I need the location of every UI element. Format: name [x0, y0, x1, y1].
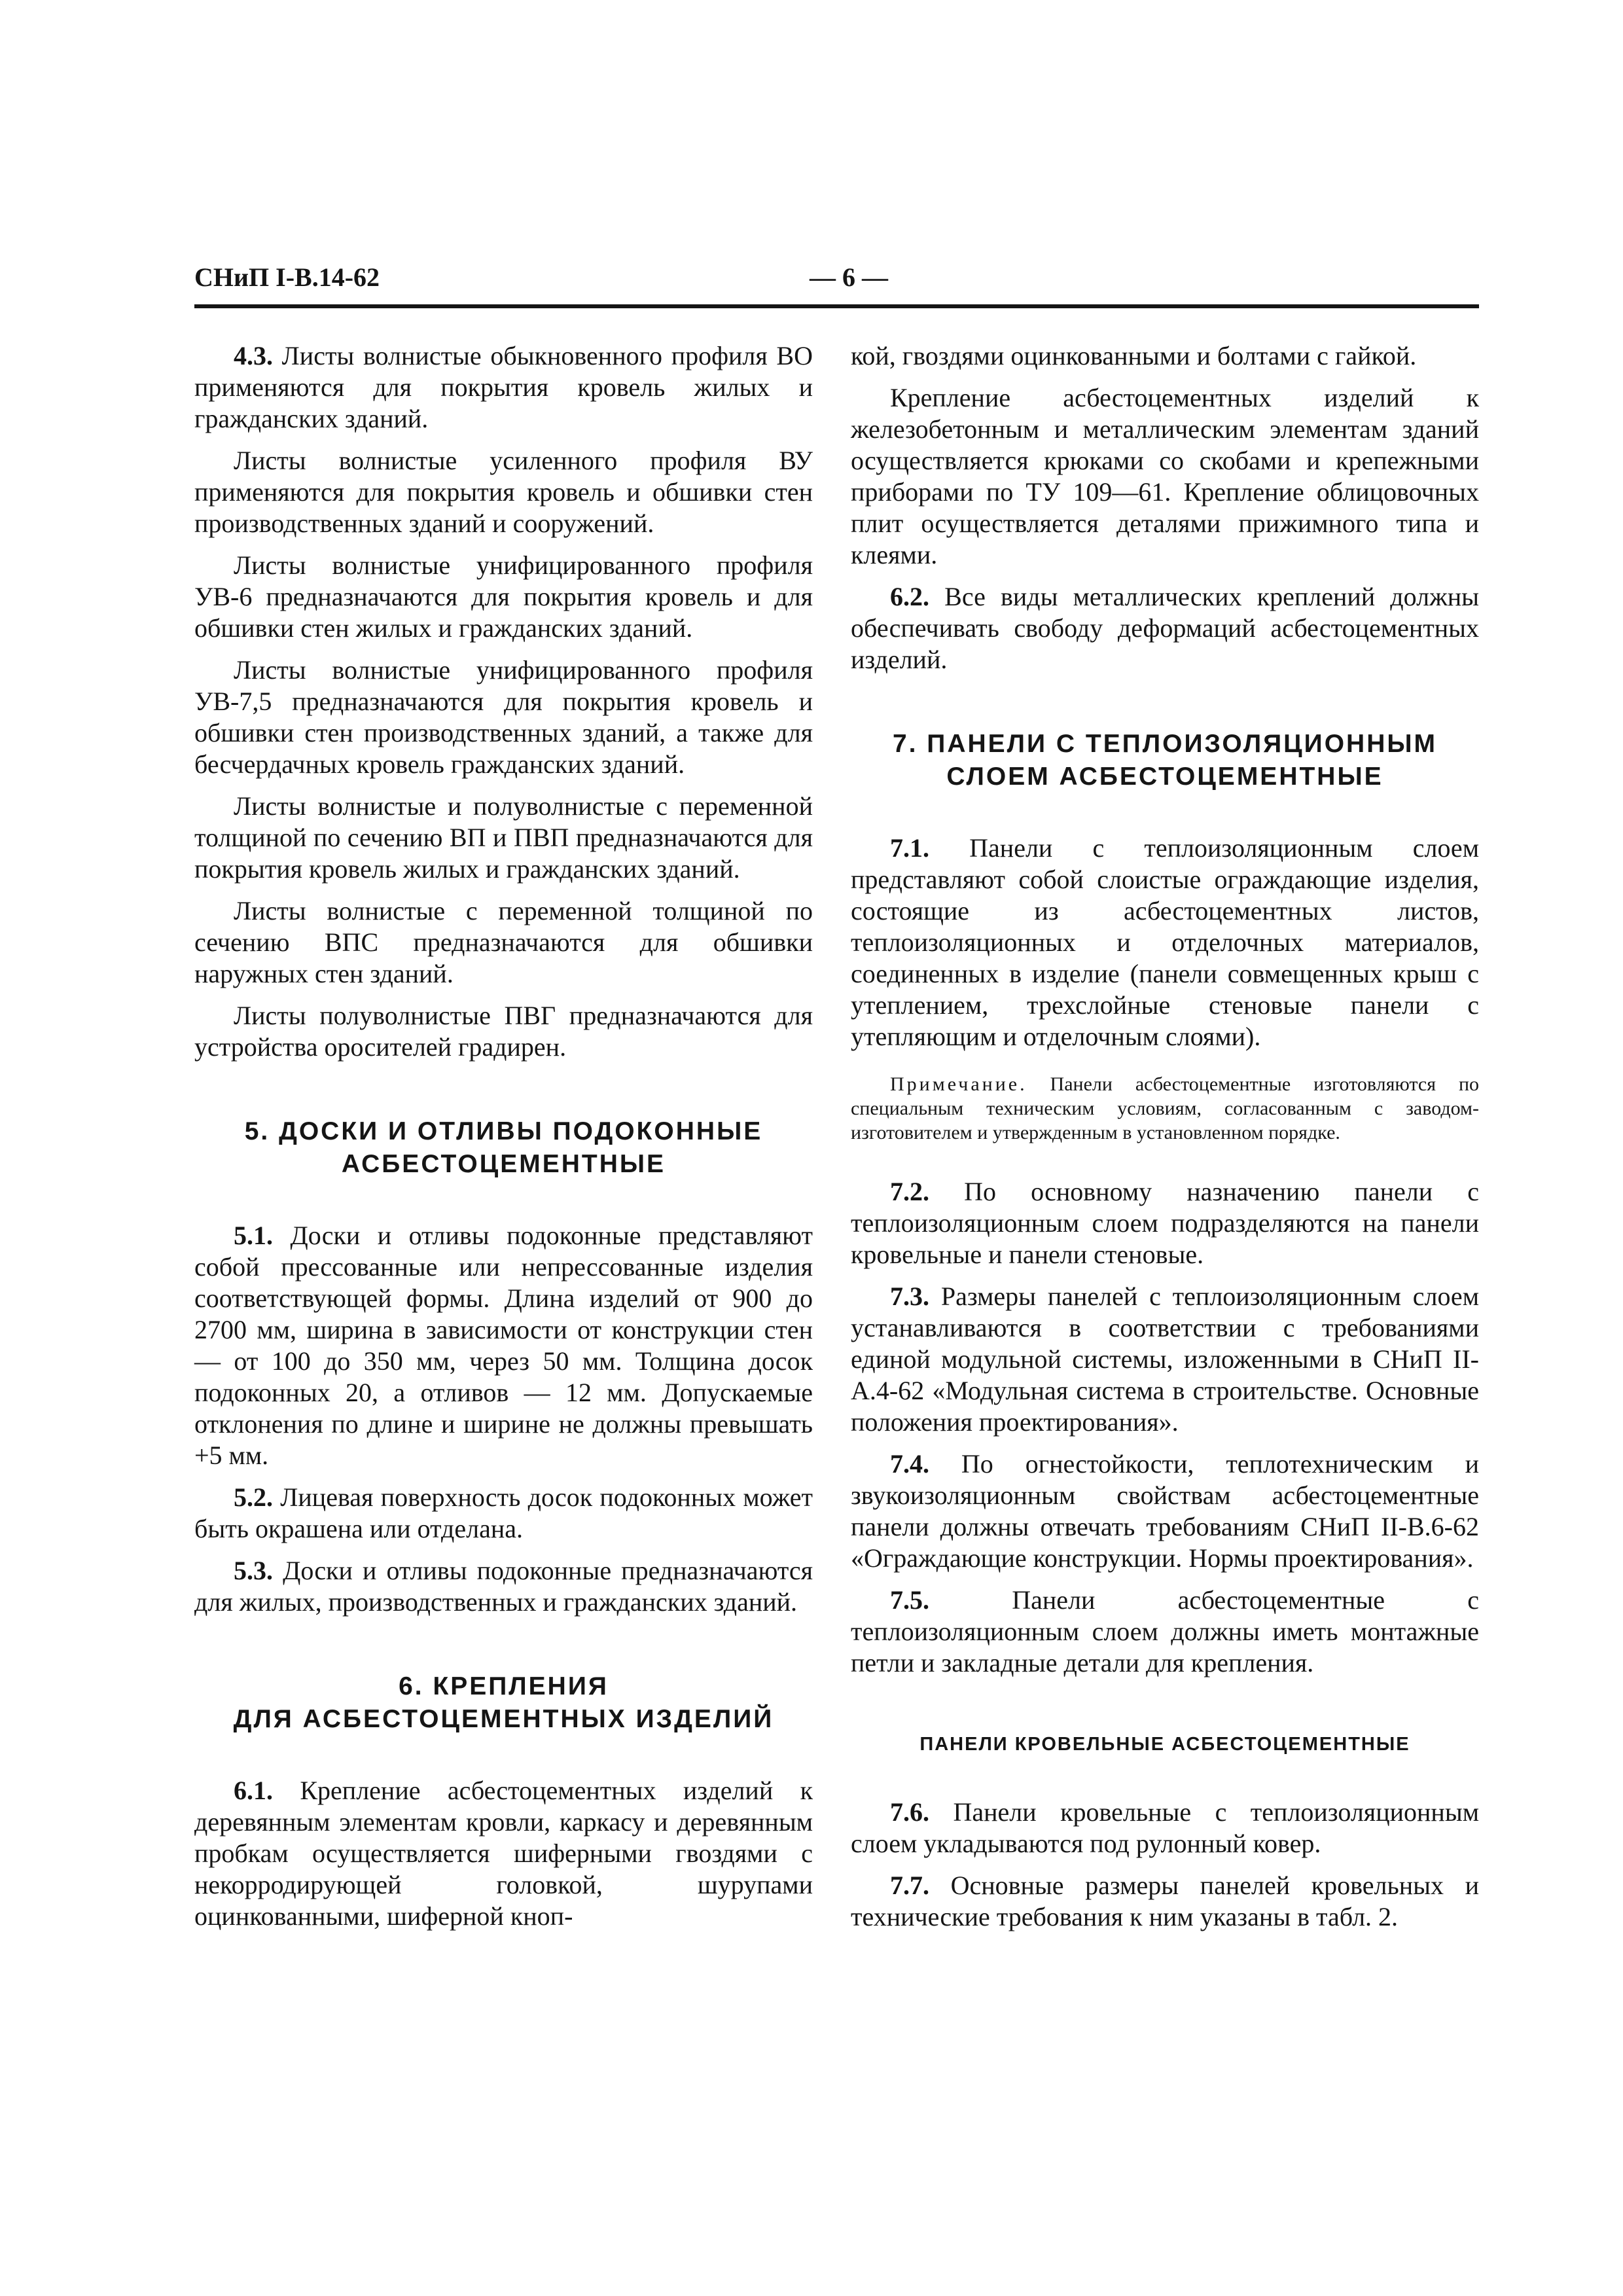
paragraph-7-6 [851, 1797, 1479, 1859]
paragraph-4-3-6: Листы волнистые с переменной толщиной по сечению ВПС предназначаются для обшивки наружных стен зданий. [194, 896, 813, 988]
paragraph-text: По основному назначению панели с теплоизоляционным слоем подразделяются на панели кровельные и панели стеновые. [851, 1177, 1480, 1269]
section-6-title-line-1: 6. КРЕПЛЕНИЯ [399, 1672, 609, 1700]
paragraph-6-2 [851, 581, 1479, 675]
document-code: СНиП I-В.14-62 [194, 262, 380, 292]
paragraph-4-3-4: Листы волнистые унифицированного профиля УВ-7,5 предназначаются для покрытия кровель и обшивки стен производственных зданий, а также для бесчердачных кровель гражданских зданий. [194, 655, 813, 779]
clause-number: 7.2. [890, 1177, 929, 1206]
paragraph-text: Размеры панелей с теплоизоляционным слоем устанавливаются в соответствии с требованиями единой модульной системы, изложенными в СНиП II-А.4-62 «Модульная система в строительстве. Основные положения проектирования». [851, 1282, 1479, 1437]
paragraph-text: Все виды металлических креплений должны обеспечивать свободу деформаций асбестоцементных изделий. [851, 582, 1480, 674]
paragraph-text: Листы волнистые обыкновенного профиля ВО применяются для покрытия кровель жилых и гражданских зданий. [194, 341, 813, 433]
section-7-title-line-1: 7. ПАНЕЛИ С ТЕПЛОИЗОЛЯЦИОННЫМ [892, 730, 1438, 758]
section-5-heading [194, 1115, 813, 1181]
paragraph-5-3 [194, 1555, 813, 1618]
section-6-heading [194, 1670, 813, 1736]
left-column [194, 340, 813, 1943]
clause-number: 4.3. [234, 341, 273, 370]
clause-number: 7.6. [890, 1797, 929, 1827]
clause-number: 5.2. [234, 1482, 273, 1512]
header-rule [194, 304, 1479, 308]
right-column [851, 340, 1479, 1943]
paragraph-4-3-7: Листы полуволнистые ПВГ предназначаются для устройства оросителей градирен. [194, 1001, 813, 1062]
paragraph-4-3-5: Листы волнистые и полуволнистые с переменной толщиной по сечению ВП и ПВП предназначаются для покрытия кровель жилых и гражданских зданий. [194, 791, 813, 884]
note-text: Панели асбестоцементные изготовляются по специальным техническим условиям, согласованным с заводом-изготовителем и утвержденным в установленном порядке. [851, 1073, 1480, 1143]
clause-number: 5.1. [234, 1221, 273, 1250]
paragraph-6-1-continued: кой, гвоздями оцинкованными и болтами с гайкой. [851, 341, 1417, 370]
paragraph-text: Крепление асбестоцементных изделий к деревянным элементам кровли, каркасу и деревянным пробкам осуществляется шиферными гвоздями с некорродирующей головкой, шурупами оцинкованными, шиферной кноп- [194, 1776, 813, 1931]
clause-number: 7.5. [890, 1585, 929, 1615]
paragraph-6-1-b: Крепление асбестоцементных изделий к железобетонным и металлическим элементам зданий осуществляется крюками со скобами и крепежными приборами по ТУ 109—61. Крепление облицовочных плит осуществляется деталями прижимного типа и клеями. [851, 383, 1479, 569]
clause-number: 7.4. [890, 1449, 929, 1479]
paragraph-text: Доски и отливы подоконные представляют собой прессованные или непрессованные изделия соответствующей формы. Длина изделий от 900 до 2700 мм, ширина в зависимости от конструкции стен — от 100 до 350 мм, через 50 мм. Толщина досок подоконных 20, а отливов — 12 мм. Допускаемые отклонения по длине и ширине не должны превышать +5 мм. [194, 1221, 813, 1470]
note [851, 1072, 1479, 1145]
clause-number: 7.7. [890, 1871, 929, 1900]
section-7-heading [851, 728, 1479, 793]
paragraph-text: Панели асбестоцементные с теплоизоляционным слоем должны иметь монтажные петли и закладные детали для крепления. [851, 1585, 1479, 1677]
section-5-title-line-1: 5. ДОСКИ И ОТЛИВЫ ПОДОКОННЫЕ [244, 1117, 763, 1145]
clause-number: 7.3. [890, 1282, 929, 1311]
paragraph-7-3 [851, 1281, 1479, 1438]
paragraph-text: Панели кровельные с теплоизоляционным слоем укладываются под рулонный ковер. [851, 1797, 1480, 1858]
clause-number: 5.3. [234, 1556, 273, 1585]
note-label: Примечание. [890, 1073, 1027, 1095]
paragraph-7-4 [851, 1448, 1479, 1574]
paragraph-4-3-1 [194, 340, 813, 435]
paragraph-text: Доски и отливы подоконные предназначаются для жилых, производственных и гражданских зданий. [194, 1556, 813, 1617]
paragraph-7-2 [851, 1176, 1479, 1270]
paragraph-5-1 [194, 1220, 813, 1471]
paragraph-text: Основные размеры панелей кровельных и технические требования к ним указаны в табл. 2. [851, 1871, 1480, 1931]
section-5-title-line-2: АСБЕСТОЦЕМЕНТНЫЕ [341, 1150, 666, 1178]
paragraph-text: По огнестойкости, теплотехническим и звукоизоляционным свойствам асбестоцементные панели должны отвечать требованиям СНиП II-В.6-62 «Ограждающие конструкции. Нормы проектирования». [851, 1449, 1479, 1573]
section-7-title-line-2: СЛОЕМ АСБЕСТОЦЕМЕНТНЫЕ [946, 762, 1383, 791]
paragraph-5-2 [194, 1482, 813, 1545]
paragraph-4-3-2: Листы волнистые усиленного профиля ВУ применяются для покрытия кровель и обшивки стен производственных зданий и сооружений. [194, 446, 813, 538]
paragraph-text: Панели с теплоизоляционным слоем представляют собой слоистые ограждающие изделия, состоящие из асбестоцементных листов, теплоизоляционных и отделочных материалов, соединенных в изделие (панели совмещенных крыш с утеплением, трехслойные стеновые панели с утепляющим и отделочным слоями). [851, 833, 1479, 1051]
paragraph-6-1 [194, 1775, 813, 1932]
section-6-title-line-2: ДЛЯ АСБЕСТОЦЕМЕНТНЫХ ИЗДЕЛИЙ [233, 1705, 774, 1733]
clause-number: 6.1. [234, 1776, 273, 1805]
paragraph-7-1 [851, 833, 1479, 1052]
clause-number: 7.1. [890, 833, 929, 863]
paragraph-7-7 [851, 1870, 1479, 1933]
page-number: — 6 — [810, 262, 888, 292]
page-header [194, 262, 1479, 308]
subsection-roof-panels-heading: ПАНЕЛИ КРОВЕЛЬНЫЕ АСБЕСТОЦЕМЕНТНЫЕ [919, 1734, 1410, 1755]
clause-number: 6.2. [890, 582, 929, 611]
paragraph-text: Лицевая поверхность досок подоконных может быть окрашена или отделана. [194, 1482, 813, 1543]
paragraph-4-3-3: Листы волнистые унифицированного профиля УВ-6 предназначаются для покрытия кровель и для обшивки стен жилых и гражданских зданий. [194, 550, 813, 643]
paragraph-7-5 [851, 1585, 1479, 1679]
